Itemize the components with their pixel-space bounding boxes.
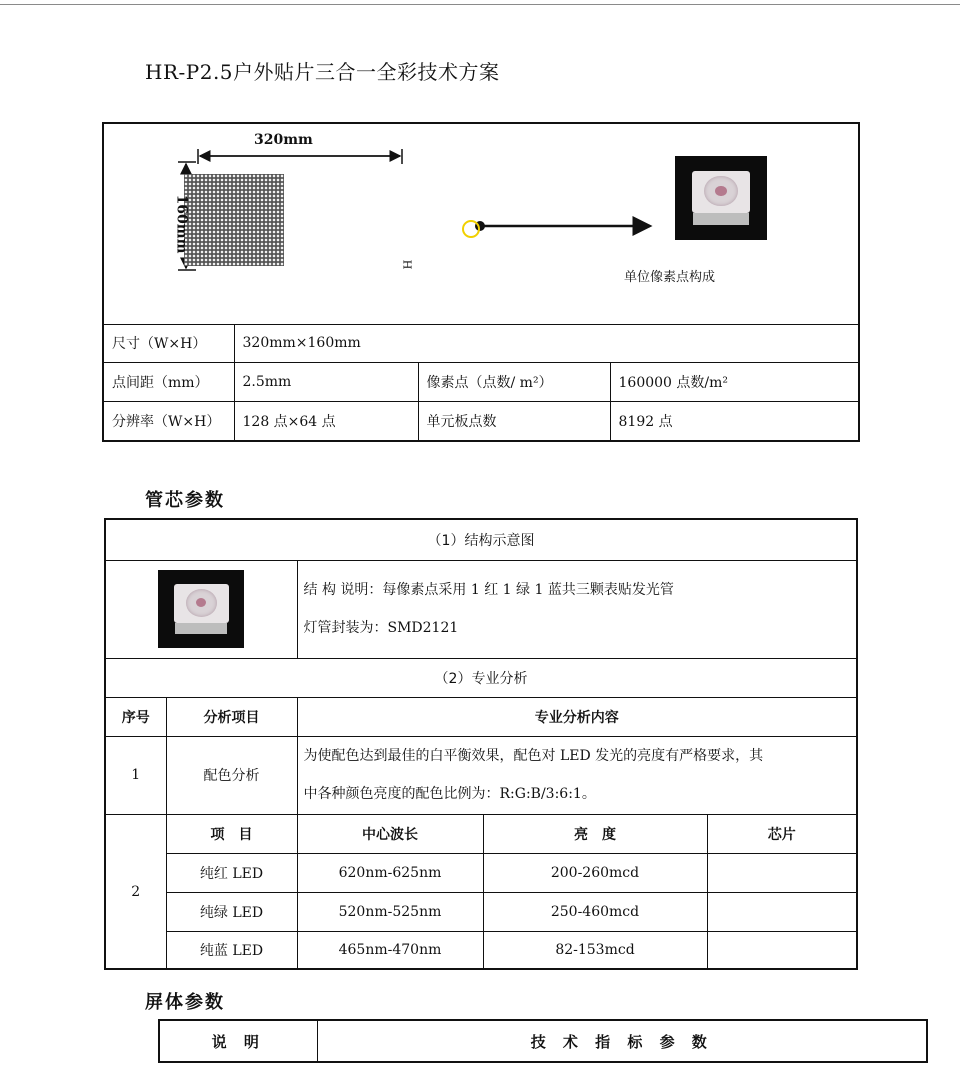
row-number: 1: [106, 736, 166, 814]
structure-desc-line: 结 构 说明：每像素点采用 1 红 1 绿 1 蓝共三颗表贴发光管: [303, 582, 674, 598]
module-spec-box: [102, 122, 860, 442]
row-number: 2: [106, 814, 166, 969]
brightness-cell: 82-153mcd: [483, 931, 707, 969]
analysis-line: 中各种颜色亮度的配色比例为：R:G:B/3:6:1。: [303, 786, 596, 802]
table-row: [106, 853, 856, 892]
module-spec-table: [104, 324, 858, 440]
table-row: [106, 814, 856, 853]
screen-section-title: 屏体参数: [145, 992, 225, 1013]
led-color-cell: 纯红 LED: [166, 853, 297, 892]
smd-led-photo: [675, 156, 767, 240]
led-color-cell: 纯蓝 LED: [166, 931, 297, 969]
spec-value: 8192 点: [610, 402, 858, 441]
small-marker-label: H: [400, 259, 414, 270]
pixel-highlight-circle: [462, 220, 480, 238]
chip-cell: [707, 892, 856, 931]
spec-value: 128 点×64 点: [234, 402, 418, 441]
structure-image-cell: [106, 560, 297, 658]
analysis-item: 配色分析: [166, 736, 297, 814]
led-module-image: [184, 174, 284, 266]
column-header: 分析项目: [166, 697, 297, 736]
wavelength-cell: 620nm-625nm: [297, 853, 483, 892]
analysis-line: 为使配色达到最佳的白平衡效果，配色对 LED 发光的亮度有严格要求，其: [303, 748, 764, 764]
sub-header: 中心波长: [297, 814, 483, 853]
document-title: HR-P2.5户外贴片三合一全彩技术方案: [145, 60, 500, 84]
led-param-box: [104, 518, 858, 970]
analysis-header: （2）专业分析: [106, 658, 856, 697]
screen-param-table: [160, 1021, 926, 1061]
spec-value: 160000 点数/m²: [610, 363, 858, 402]
brightness-cell: 250-460mcd: [483, 892, 707, 931]
table-row: [106, 736, 856, 814]
table-row: [106, 892, 856, 931]
led-param-table: [106, 520, 856, 970]
chip-cell: [707, 931, 856, 969]
table-row: [160, 1021, 926, 1061]
table-row: [106, 658, 856, 697]
column-header: 说 明: [160, 1021, 317, 1061]
height-dimension-label: 160mm: [173, 194, 190, 254]
spec-label: 分辨率（W×H）: [104, 402, 234, 441]
led-color-cell: 纯绿 LED: [166, 892, 297, 931]
spec-value: 2.5mm: [234, 363, 418, 402]
table-row: [106, 560, 856, 658]
analysis-content: [297, 736, 856, 814]
brightness-cell: 200-260mcd: [483, 853, 707, 892]
column-header: 专业分析内容: [297, 697, 856, 736]
table-row: [106, 697, 856, 736]
smd-led-photo: [158, 570, 244, 648]
structure-desc-line: 灯管封装为：SMD2121: [303, 620, 459, 636]
sub-header: 亮 度: [483, 814, 707, 853]
column-header: 技 术 指 标 参 数: [530, 1032, 713, 1051]
column-header: 序号: [106, 697, 166, 736]
module-diagram: [104, 124, 858, 325]
table-row: [104, 402, 858, 441]
spec-label: 像素点（点数/ m²）: [418, 363, 610, 402]
table-row: [106, 931, 856, 969]
spec-value: 320mm×160mm: [234, 324, 858, 363]
spec-label: 单元板点数: [418, 402, 610, 441]
screen-param-box: [158, 1019, 928, 1063]
top-rule: [0, 4, 960, 5]
chip-cell: [707, 853, 856, 892]
table-row: [104, 324, 858, 363]
led-section-title: 管芯参数: [145, 490, 225, 511]
table-row: [104, 363, 858, 402]
structure-header: （1）结构示意图: [106, 520, 856, 560]
sub-header: 项 目: [166, 814, 297, 853]
table-row: [106, 520, 856, 560]
wavelength-cell: 465nm-470nm: [297, 931, 483, 969]
sub-header: 芯片: [707, 814, 856, 853]
width-dimension-label: 320mm: [254, 132, 313, 148]
structure-description: [297, 560, 856, 658]
wavelength-cell: 520nm-525nm: [297, 892, 483, 931]
unit-pixel-caption: 单位像素点构成: [624, 270, 716, 285]
spec-label: 点间距（mm）: [104, 363, 234, 402]
spec-label: 尺寸（W×H）: [104, 324, 234, 363]
